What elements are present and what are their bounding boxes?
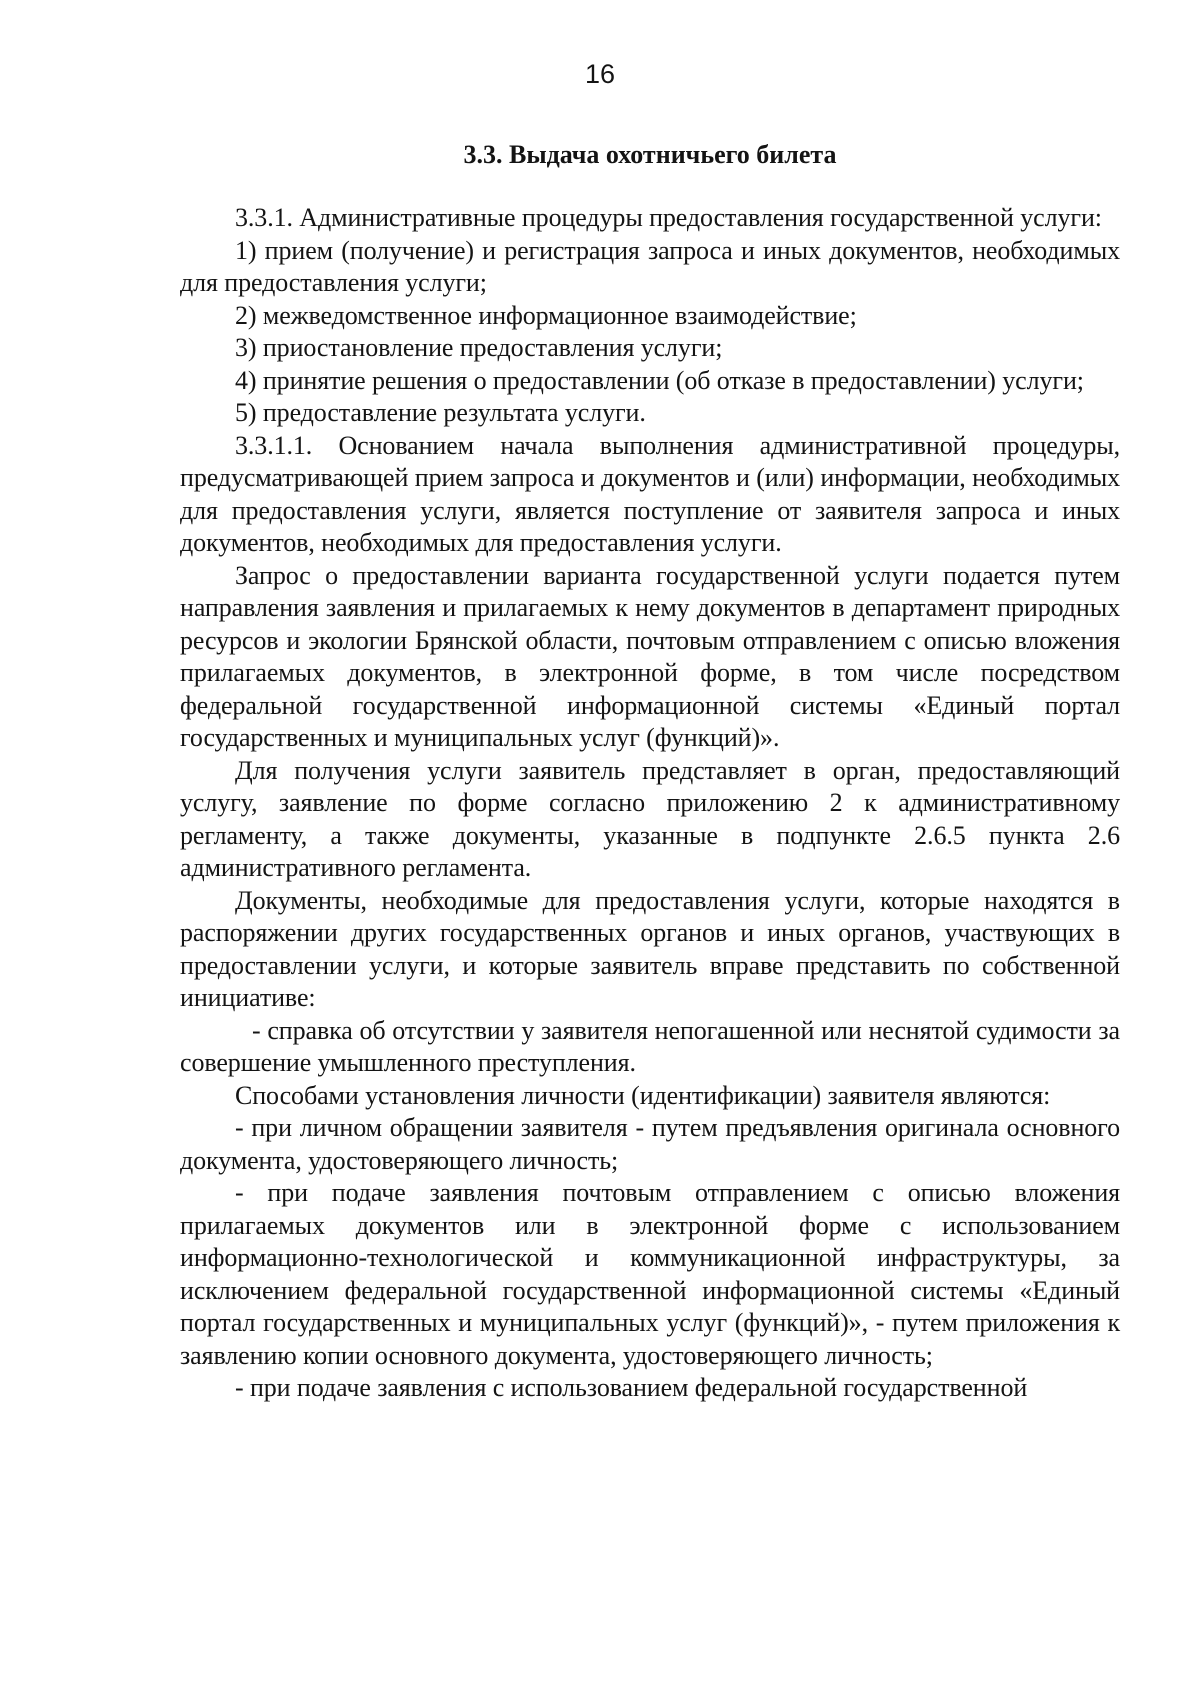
paragraph-3-3-1: 3.3.1. Административные процедуры предоставления государственной услуги: [235, 203, 1102, 232]
bullet-mail-or-electronic: - при подаче заявления почтовым отправлением с описью вложения прилагаемых документов или в электронной форме с использованием информационно-технологической и коммуникационной инфраструктуры, за исключением федеральной государственной информационной системы «Единый портал государственных и муниципальных услуг (функций)», - путем приложения к заявлению копии основного документа, удостоверяющего личность; [180, 1178, 1120, 1370]
list-item-1: 1) прием (получение) и регистрация запроса и иных документов, необходимых для предоставления услуги; [180, 235, 1120, 297]
document-body [180, 202, 1120, 1405]
section-title: 3.3. Выдача охотничьего билета [463, 140, 837, 169]
paragraph-3-3-1-1: 3.3.1.1. Основанием начала выполнения административной процедуры, предусматривающей прием запроса и документов и (или) информации, необходимых для предоставления услуги, является поступление от заявителя запроса и иных документов, необходимых для предоставления услуги. [180, 430, 1120, 557]
list-item-2: 2) межведомственное информационное взаимодействие; [235, 300, 857, 330]
paragraph-request-submission: Запрос о предоставлении варианта государственной услуги подается путем направления заявления и прилагаемых к нему документов в департамент природных ресурсов и экологии Брянской области, почтовым отправлением с описью вложения прилагаемых документов, в электронной форме, в том числе посредством федеральной государственной информационной системы «Единый портал государственных и муниципальных услуг (функций)». [180, 560, 1120, 752]
bullet-federal-system: - при подаче заявления с использованием федеральной государственной [235, 1373, 1028, 1402]
paragraph-identification-methods: Способами установления личности (идентификации) заявителя являются: [235, 1080, 1051, 1110]
paragraph-applicant-submits: Для получения услуги заявитель представляет в орган, предоставляющий услугу, заявление по форме согласно приложению 2 к административному регламенту, а также документы, указанные в подпункте 2.6.5 пункта 2.6 административного регламента. [180, 755, 1120, 882]
bullet-criminal-record-certificate: - справка об отсутствии у заявителя непогашенной или неснятой судимости за совершение умышленного преступления. [180, 1015, 1120, 1077]
bullet-personal-visit: - при личном обращении заявителя - путем предъявления оригинала основного документа, удостоверяющего личность; [180, 1113, 1120, 1175]
list-item-4: 4) принятие решения о предоставлении (об отказе в предоставлении) услуги; [235, 365, 1084, 395]
page-number: 16 [584, 59, 616, 89]
list-item-3: 3) приостановление предоставления услуги; [235, 333, 723, 362]
list-item-5: 5) предоставление результата услуги. [235, 398, 646, 427]
paragraph-interagency-documents: Документы, необходимые для предоставления услуги, которые находятся в распоряжении других государственных органов и иных органов, участвующих в предоставлении услуги, и которые заявитель вправе представить по собственной инициативе: [180, 885, 1120, 1012]
